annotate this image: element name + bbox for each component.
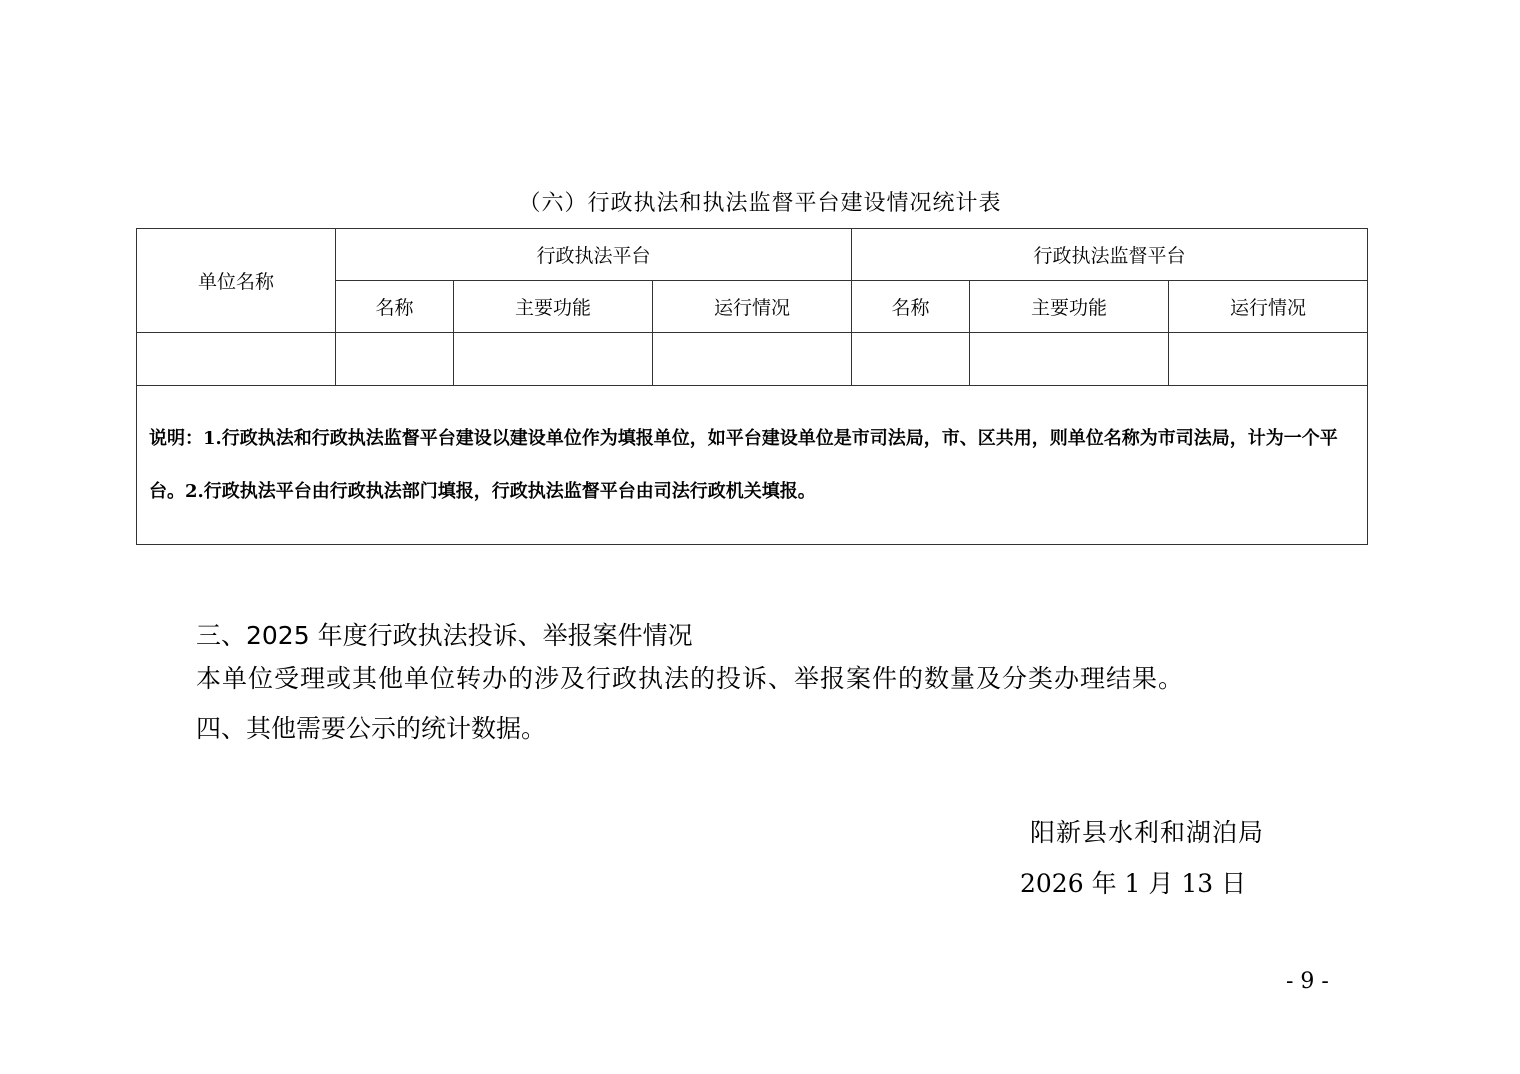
section-3-heading: 三、2025 年度行政执法投诉、举报案件情况: [196, 621, 693, 650]
sub-header-operation-status: 运行情况: [1169, 281, 1368, 333]
sub-header-operation-status: 运行情况: [653, 281, 852, 333]
signature-date: 2026 年 1 月 13 日: [1020, 869, 1247, 898]
enforcement-platform-header: 行政执法平台: [336, 229, 852, 281]
platform-statistics-table: [136, 228, 1368, 545]
unit-name-header: 单位名称: [137, 229, 336, 333]
table-cell: [454, 333, 653, 386]
sub-header-main-function: 主要功能: [454, 281, 653, 333]
sub-header-main-function: 主要功能: [970, 281, 1169, 333]
signature-organization: 阳新县水利和湖泊局: [1030, 818, 1265, 847]
sub-header-name: 名称: [336, 281, 454, 333]
table-note-row: [137, 386, 1368, 545]
table-cell: [970, 333, 1169, 386]
table-cell: [852, 333, 970, 386]
table-row: [137, 333, 1368, 386]
table-note: 说明：1.行政执法和行政执法监督平台建设以建设单位作为填报单位，如平台建设单位是市司法局，市、区共用，则单位名称为市司法局，计为一个平台。2.行政执法平台由行政执法部门填报，行政执法监督平台由司法行政机关填报。: [137, 386, 1368, 545]
table-title: （六）行政执法和执法监督平台建设情况统计表: [518, 191, 1002, 216]
table-cell: [137, 333, 336, 386]
page-number: - 9 -: [1286, 969, 1329, 994]
table-cell: [1169, 333, 1368, 386]
table-cell: [336, 333, 454, 386]
section-3-body: 本单位受理或其他单位转办的涉及行政执法的投诉、举报案件的数量及分类办理结果。: [196, 664, 1185, 693]
table-cell: [653, 333, 852, 386]
section-4-heading: 四、其他需要公示的统计数据。: [196, 714, 547, 743]
sub-header-name: 名称: [852, 281, 970, 333]
supervision-platform-header: 行政执法监督平台: [852, 229, 1368, 281]
table-header-row-1: [137, 229, 1368, 281]
